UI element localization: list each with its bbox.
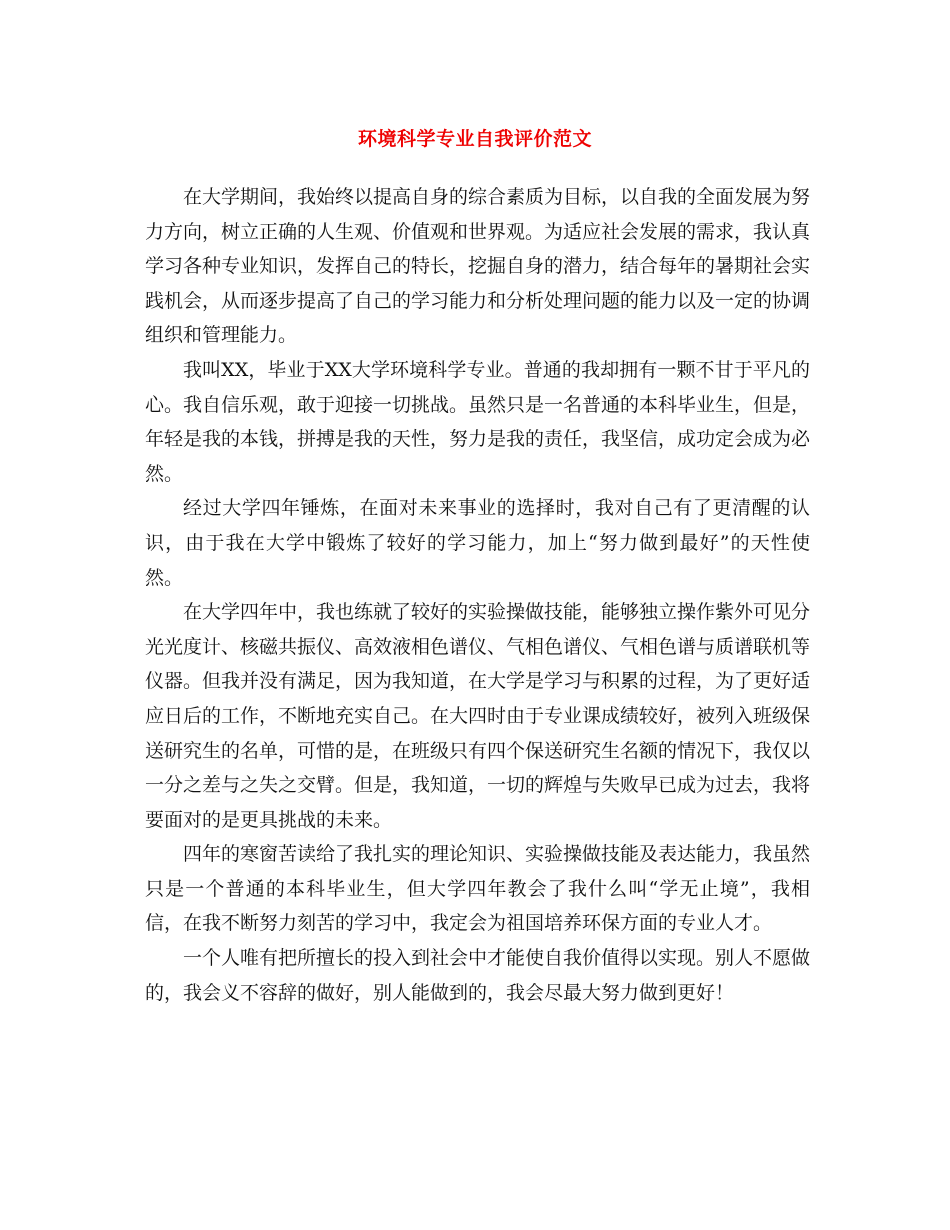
paragraph-4: 在大学四年中，我也练就了较好的实验操做技能，能够独立操作紫外可见分光光度计、核磁共振仪、高效液相色谱仪、气相色谱仪、气相色谱与质谱联机等仪器。但我并没有满足，因为我知道，在大学是学习与积累的过程，为了更好适应日后的工作，不断地充实自己。在大四时由于专业课成绩较好，被列入班级保送研究生的名单，可惜的是，在班级只有四个保送研究生名额的情况下，我仅以一分之差与之失之交臂。但是，我知道，一切的辉煌与失败早已成为过去，我将要面对的是更具挑战的未来。 — [145, 601, 811, 831]
paragraph-3: 经过大学四年锤炼，在面对未来事业的选择时，我对自己有了更清醒的认识，由于我在大学中锻炼了较好的学习能力，加上“努力做到最好”的天性使然。 — [145, 497, 810, 589]
paragraph-2: 我叫XX，毕业于XX大学环境科学专业。普通的我却拥有一颗不甘于平凡的心。我自信乐观，敢于迎接一切挑战。虽然只是一名普通的本科毕业生，但是，年轻是我的本钱，拼搏是我的天性，努力是我的责任，我坚信，成功定会成为必然。 — [145, 358, 811, 485]
paragraph-1: 在大学期间，我始终以提高自身的综合素质为目标，以自我的全面发展为努力方向，树立正确的人生观、价值观和世界观。为适应社会发展的需求，我认真学习各种专业知识，发挥自己的特长，挖掘自身的潜力，结合每年的暑期社会实践机会，从而逐步提高了自己的学习能力和分析处理问题的能力以及一定的协调组织和管理能力。 — [145, 186, 811, 347]
document-title: 环境科学专业自我评价范文 — [357, 128, 592, 150]
paragraph-5: 四年的寒窗苦读给了我扎实的理论知识、实验操做技能及表达能力，我虽然只是一个普通的本科毕业生，但大学四年教会了我什么叫“学无止境”，我相信，在我不断努力刻苦的学习中，我定会为祖国培养环保方面的专业人才。 — [145, 843, 811, 935]
paragraph-6: 一个人唯有把所擅长的投入到社会中才能使自我价值得以实现。别人不愿做的，我会义不容辞的做好，别人能做到的，我会尽最大努力做到更好！ — [145, 947, 811, 1004]
document-body — [145, 180, 810, 1010]
